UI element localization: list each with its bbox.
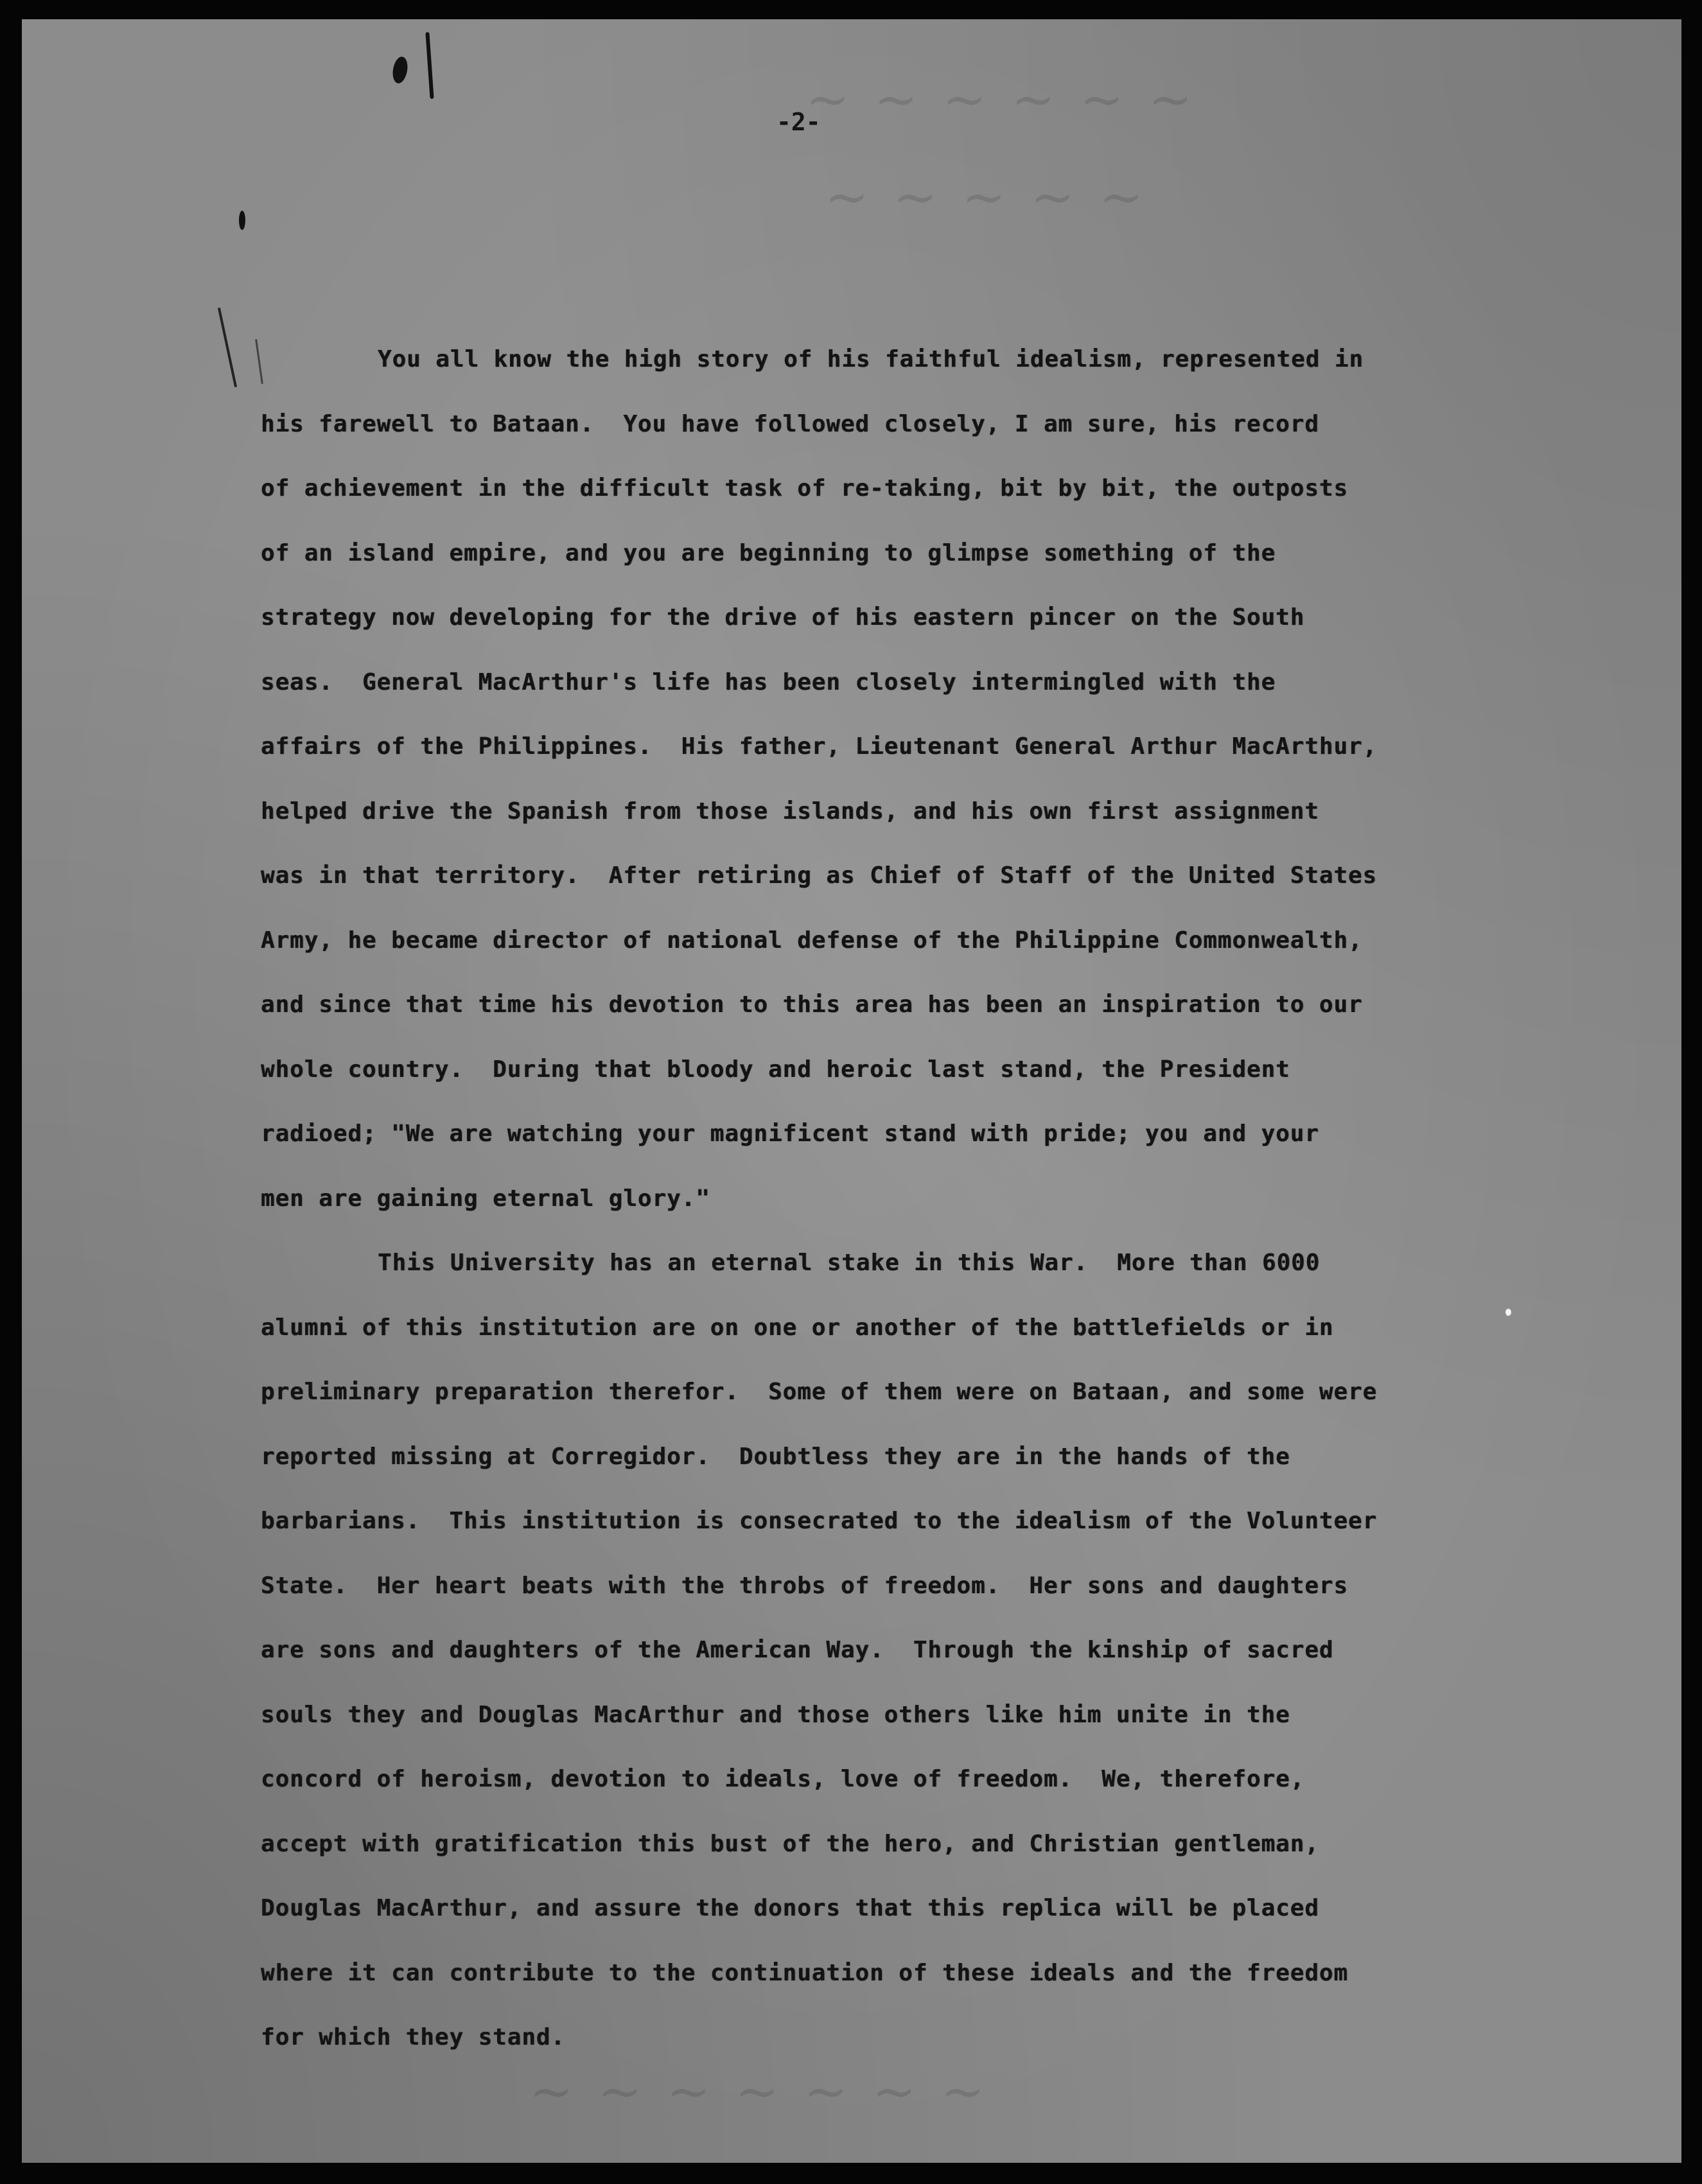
text-line: was in that territory. After retiring as Chief of Staff of the United States: [261, 862, 1378, 889]
text-line: of an island empire, and you are beginning to glimpse something of the: [261, 539, 1276, 566]
text-line: alumni of this institution are on one or another of the battlefields or in: [261, 1314, 1334, 1341]
bleed-through-text: ~ ~ ~ ~ ~: [825, 167, 1147, 228]
text-line: and since that time his devotion to this area has been an inspiration to our: [261, 992, 1363, 1018]
text-line: barbarians. This institution is consecrated to the idealism of the Volunteer: [261, 1508, 1378, 1534]
text-line: preliminary preparation therefor. Some of them were on Bataan, and some were: [261, 1379, 1378, 1405]
text-line: where it can contribute to the continuation of these ideals and the freedom: [261, 1959, 1349, 1986]
text-line: accept with gratification this bust of the hero, and Christian gentleman,: [261, 1830, 1319, 1857]
text-line: are sons and daughters of the American Way. Through the kinship of sacred: [261, 1637, 1334, 1663]
text-line: souls they and Douglas MacArthur and those others like him unite in the: [261, 1701, 1290, 1728]
ink-blot: [391, 55, 410, 84]
ink-dot: [239, 211, 245, 230]
text-line: men are gaining eternal glory.": [261, 1185, 710, 1212]
bleed-through-text: ~ ~ ~ ~ ~ ~: [805, 69, 1197, 130]
ink-stroke: [218, 308, 237, 387]
text-line: seas. General MacArthur's life has been closely intermingled with the: [261, 668, 1276, 695]
ink-stroke: [425, 32, 434, 99]
text-line: State. Her heart beats with the throbs of freedom. Her sons and daughters: [261, 1572, 1349, 1599]
paragraph: [261, 1231, 1552, 2070]
text-line: radioed; "We are watching your magnificent stand with pride; you and your: [261, 1121, 1319, 1147]
text-line: of achievement in the difficult task of re-taking, bit by bit, the outposts: [261, 475, 1349, 502]
bleed-through-text: ~ ~ ~ ~ ~ ~ ~: [529, 2061, 989, 2122]
text-line: for which they stand.: [261, 2024, 566, 2050]
text-line: You all know the high story of his faithful idealism, represented in: [378, 346, 1364, 372]
text-line: reported missing at Corregidor. Doubtless they are in the hands of the: [261, 1443, 1290, 1470]
text-line: his farewell to Bataan. You have followed closely, I am sure, his record: [261, 410, 1319, 437]
text-line: This University has an eternal stake in this War. More than 6000: [378, 1250, 1320, 1276]
paragraph: [261, 328, 1552, 1231]
text-line: Douglas MacArthur, and assure the donors that this replica will be placed: [261, 1895, 1319, 1921]
text-line: concord of heroism, devotion to ideals, love of freedom. We, therefore,: [261, 1766, 1305, 1792]
text-line: affairs of the Philippines. His father, Lieutenant General Arthur MacArthur,: [261, 733, 1378, 760]
document-page: [22, 19, 1681, 2163]
text-line: helped drive the Spanish from those islands, and his own first assignment: [261, 798, 1319, 825]
document-body: [261, 328, 1552, 2070]
page-number: -2-: [776, 108, 821, 136]
text-line: strategy now developing for the drive of his eastern pincer on the South: [261, 604, 1305, 631]
text-line: Army, he became director of national defense of the Philippine Commonwealth,: [261, 927, 1363, 954]
text-line: whole country. During that bloody and heroic last stand, the President: [261, 1056, 1290, 1083]
